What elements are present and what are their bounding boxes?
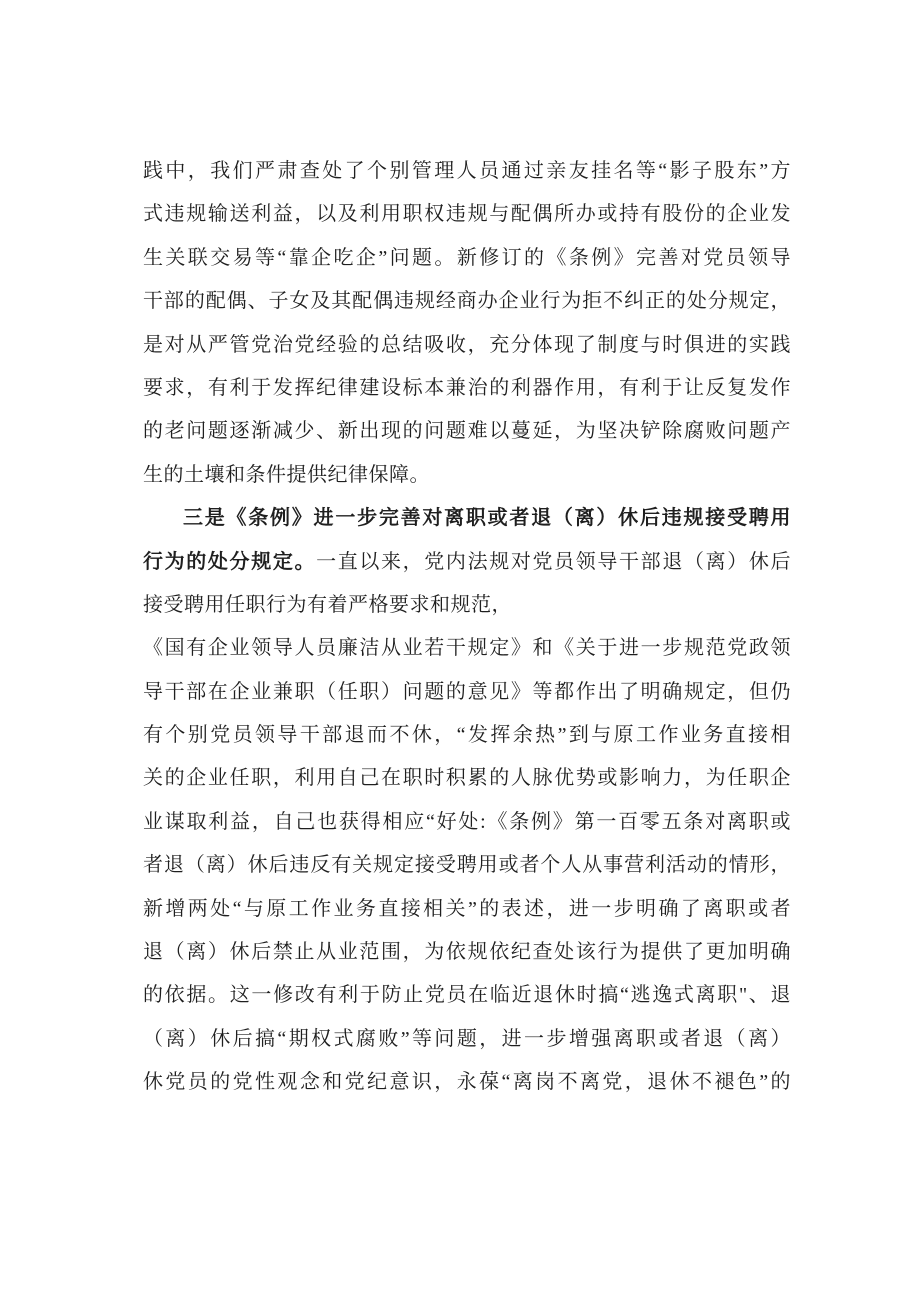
text-line-p1-l1 <box>143 150 791 193</box>
text-line-p2-l3 <box>143 584 791 627</box>
text-run: 退（离）休后禁止从业范围，为依规依纪查处该行为提供了更加明确 <box>143 941 791 964</box>
text-run: 是对从严管党治党经验的总结吸收，充分体现了制度与时俱进的实践 <box>143 333 791 356</box>
text-run: 一直以来，党内法规对党员领导干部退（离）休后 <box>316 550 791 573</box>
text-line-p1-l5 <box>143 324 791 367</box>
text-run: 新增两处“与原工作业务直接相关”的表述，进一步明确了离职或者 <box>143 897 791 920</box>
text-line-p1-l3 <box>143 237 791 280</box>
text-run: （离）休后搞“期权式腐败”等问题，进一步增强离职或者退（离） <box>143 1027 791 1050</box>
text-line-p3-l3 <box>143 714 791 757</box>
text-line-p1-l7 <box>143 410 791 453</box>
text-line-p1-l2 <box>143 193 791 236</box>
text-run: 导干部在企业兼职（任职）问题的意见》等都作出了明确规定，但仍 <box>143 680 791 703</box>
text-run: 的依据。这一修改有利于防止党员在临近退休时搞“逃逸式离职"、退 <box>143 984 791 1007</box>
text-run: 生关联交易等“靠企吃企”问题。新修订的《条例》完善对党员领导 <box>143 246 791 269</box>
text-run: 《国有企业领导人员廉洁从业若干规定》和《关于进一步规范党政领 <box>143 637 791 660</box>
text-line-p3-l10 <box>143 1018 791 1061</box>
text-line-p3-l11 <box>143 1061 791 1104</box>
bold-text-run: 行为的处分规定。 <box>143 550 317 573</box>
text-run: 关的企业任职，利用自己在职时积累的人脉优势或影响力，为任职企 <box>143 767 791 790</box>
text-run: 的老问题逐渐减少、新出现的问题难以蔓延，为坚决铲除腐败问题产 <box>143 420 791 443</box>
text-run: 要求，有利于发挥纪律建设标本兼治的利器作用，有利于让反复发作 <box>143 376 791 399</box>
text-run: 者退（离）休后违反有关规定接受聘用或者个人从事营利活动的情形， <box>143 854 791 877</box>
text-run: 有个别党员领导干部退而不休，“发挥余热”到与原工作业务直接相 <box>143 724 791 747</box>
text-line-p1-l8 <box>143 454 791 497</box>
text-run: 业谋取利益，自己也获得相应“好处:《条例》第一百零五条对离职或 <box>143 810 791 833</box>
bold-text-run: 三是《条例》进一步完善对离职或者退（离）休后违规接受聘用 <box>183 507 791 530</box>
text-run: 干部的配偶、子女及其配偶违规经商办企业行为拒不纠正的处分规定， <box>143 290 791 313</box>
text-line-p3-l5 <box>143 801 791 844</box>
text-line-p2-l2 <box>143 541 791 584</box>
text-line-p3-l9 <box>143 974 791 1017</box>
document-body <box>143 150 791 1105</box>
text-line-p3-l2 <box>143 671 791 714</box>
text-line-p3-l6 <box>143 844 791 887</box>
text-run: 生的土壤和条件提供纪律保障。 <box>143 463 430 486</box>
text-line-p3-l4 <box>143 757 791 800</box>
text-run: 式违规输送利益，以及利用职权违规与配偶所办或持有股份的企业发 <box>143 203 791 226</box>
text-run: 接受聘用任职行为有着严格要求和规范， <box>143 593 512 616</box>
text-line-p3-l7 <box>143 888 791 931</box>
text-line-p3-l8 <box>143 931 791 974</box>
text-line-p2-l1 <box>143 497 791 540</box>
text-run: 践中，我们严肃查处了个别管理人员通过亲友挂名等“影子股东”方 <box>143 160 791 182</box>
text-run: 休党员的党性观念和党纪意识，永葆“离岗不离党，退休不褪色”的 <box>143 1071 791 1094</box>
text-line-p1-l4 <box>143 280 791 323</box>
text-line-p1-l6 <box>143 367 791 410</box>
text-line-p3-l1 <box>143 627 791 670</box>
